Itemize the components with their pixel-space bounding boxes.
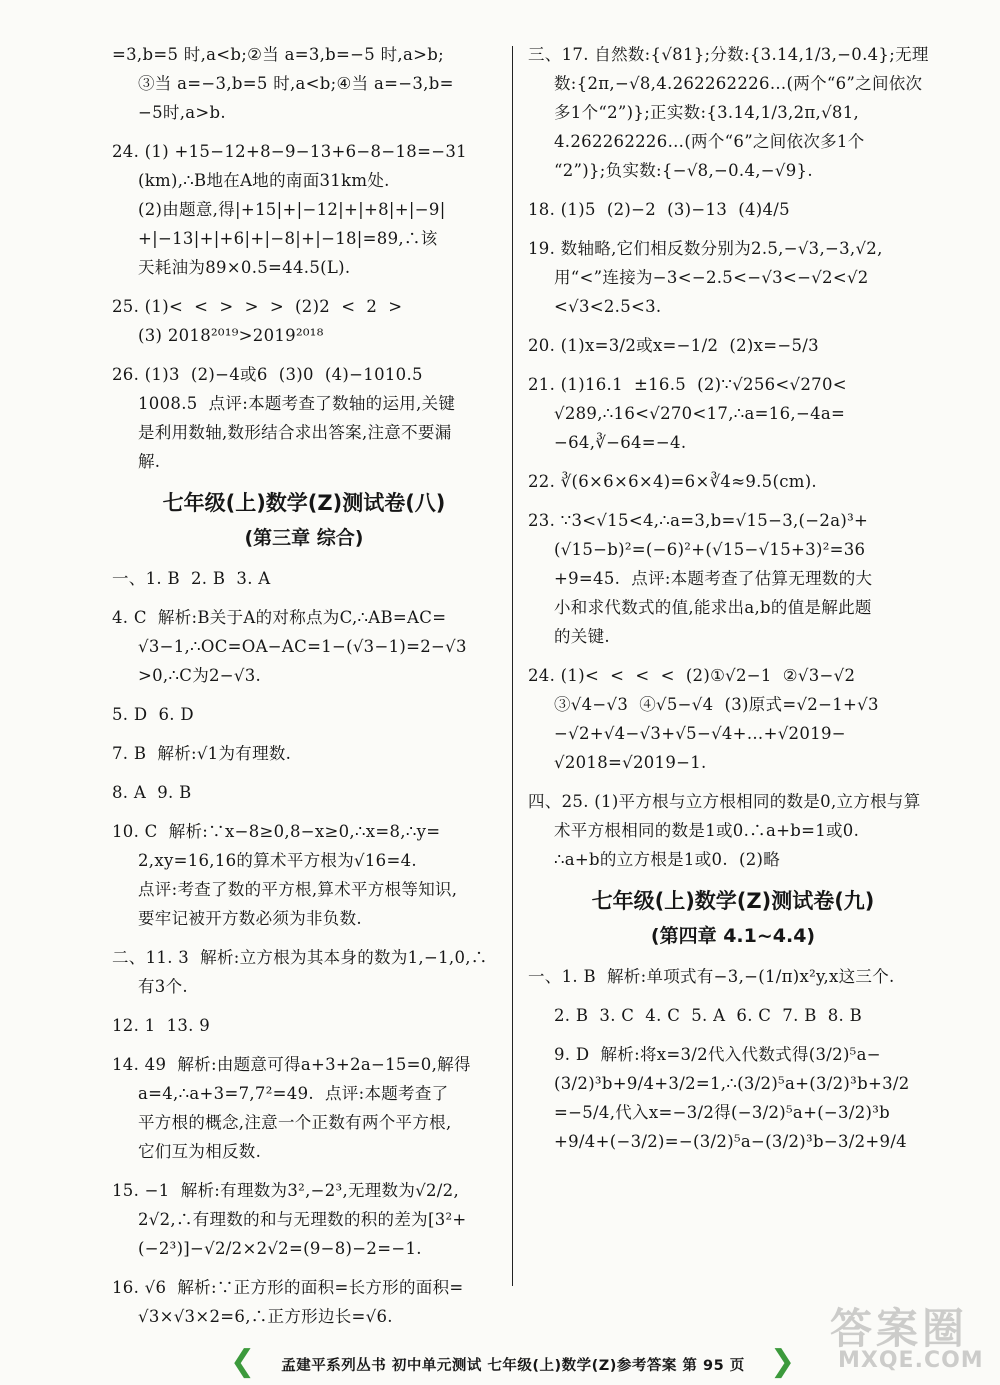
answer-q5-6	[112, 700, 496, 729]
text-line: ③√4−√3 ④√5−√4 (3)原式=√2−1+√3	[554, 695, 879, 714]
text-line: 15. −1 解析:有理数为3²,−2³,无理数为√2/2,	[112, 1181, 460, 1200]
text-line: −64,∛−64=−4.	[554, 433, 687, 452]
text-line: 四、25. (1)平方根与立方根相同的数是0,立方根与算	[528, 792, 921, 811]
answer-q24	[528, 661, 938, 777]
answer-q25	[528, 787, 938, 874]
test-subtitle-8: (第三章 综合)	[244, 527, 364, 549]
text-line: 它们互为相反数.	[138, 1142, 262, 1161]
answer-q20	[528, 331, 938, 360]
chevron-right-icon: ❯	[770, 1344, 796, 1379]
text-line: 解.	[138, 452, 161, 471]
text-line: 2. B 3. C 4. C 5. A 6. C 7. B 8. B	[554, 1006, 863, 1025]
text-line: ∴a+b的立方根是1或0. (2)略	[554, 850, 781, 869]
watermark-en: MXQE.COM	[838, 1348, 984, 1373]
text-line: 平方根的概念,注意一个正数有两个平方根,	[138, 1113, 452, 1132]
test-title-9: 七年级(上)数学(Z)测试卷(九)	[591, 889, 875, 913]
text-line: 21. (1)16.1 ±16.5 (2)∵√256<√270<	[528, 375, 847, 394]
text-line: 三、17. 自然数:{√81};分数:{3.14,1/3,−0.4};无理	[528, 45, 929, 64]
column-divider	[512, 46, 513, 1286]
answer-q11	[112, 943, 496, 1001]
answer-q1	[528, 962, 938, 991]
text-line: 2√2,∴有理数的和与无理数的积的差为[3²+	[138, 1210, 467, 1229]
text-line: +|−13|+|+6|+|−8|+|−18|=89,∴该	[138, 229, 438, 248]
text-line: 点评:考查了数的平方根,算术平方根等知识,	[138, 880, 458, 899]
text-line: >0,∴C为2−√3.	[138, 666, 262, 685]
text-line: √289,∴16<√270<17,∴a=16,−4a=	[554, 404, 846, 423]
answer-q18	[528, 195, 938, 224]
text-line: 的关键.	[554, 627, 610, 646]
text-line: 一、1. B 2. B 3. A	[112, 569, 271, 588]
text-line: 2,xy=16,16的算术平方根为√16=4.	[138, 851, 417, 870]
text-line: 24. (1)< < < < (2)①√2−1 ②√3−√2	[528, 666, 856, 685]
text-line: 是利用数轴,数形结合求出答案,注意不要漏	[138, 423, 452, 442]
answer-q26	[112, 360, 496, 476]
text-line: (km),∴B地在A地的南面31km处.	[138, 171, 390, 190]
watermark-cn: 答案圈	[830, 1304, 969, 1353]
text-line: 14. 49 解析:由题意可得a+3+2a−15=0,解得	[112, 1055, 471, 1074]
text-line: √3×√3×2=6,∴正方形边长=√6.	[138, 1307, 393, 1326]
answer-q22	[528, 467, 938, 496]
answer-q16	[112, 1273, 496, 1331]
answer-q4	[112, 603, 496, 690]
answer-q25	[112, 292, 496, 350]
text-line: 1008.5 点评:本题考查了数轴的运用,关键	[138, 394, 456, 413]
chevron-left-icon: ❮	[230, 1344, 256, 1379]
text-line: 术平方根相同的数是1或0.∴a+b=1或0.	[554, 821, 860, 840]
text-line: 4. C 解析:B关于A的对称点为C,∴AB=AC=	[112, 608, 447, 627]
answer-q24	[112, 137, 496, 282]
answer-q7	[112, 739, 496, 768]
text-line: =−5/4,代入x=−3/2得(−3/2)⁵a+(−3/2)³b	[554, 1103, 891, 1122]
text-line: 26. (1)3 (2)−4或6 (3)0 (4)−1010.5	[112, 365, 423, 384]
answer-q9	[528, 1040, 938, 1156]
text-line: 用“<”连接为−3<−2.5<−√3<−√2<√2	[554, 268, 869, 287]
text-line: 19. 数轴略,它们相反数分别为2.5,−√3,−3,√2,	[528, 239, 883, 258]
text-line: (2)由题意,得|+15|+|−12|+|+8|+|−9|	[138, 200, 446, 219]
text-line: 10. C 解析:∵x−8≥0,8−x≥0,∴x=8,∴y=	[112, 822, 441, 841]
text-line: 8. A 9. B	[112, 783, 192, 802]
text-line: 20. (1)x=3/2或x=−1/2 (2)x=−5/3	[528, 336, 819, 355]
answer-q10	[112, 817, 496, 933]
test-title-8: 七年级(上)数学(Z)测试卷(八)	[162, 491, 446, 515]
text-line: 要牢记被开方数必须为非负数.	[138, 909, 362, 928]
text-line: (3) 2018²⁰¹⁹>2019²⁰¹⁸	[138, 326, 324, 345]
text-line: 二、11. 3 解析:立方根为其本身的数为1,−1,0,∴	[112, 948, 488, 967]
text-line: <√3<2.5<3.	[554, 297, 662, 316]
answer-q21	[528, 370, 938, 457]
answer-q17	[528, 40, 938, 185]
text-line: (−2³)]−√2/2×2√2=(9−8)−2=−1.	[138, 1239, 422, 1258]
text-line: 小和求代数式的值,能求出a,b的值是解此题	[554, 598, 872, 617]
text-line: “2”)};负实数:{−√8,−0.4,−√9}.	[554, 161, 813, 180]
answer-q8-9	[112, 778, 496, 807]
text-line: 25. (1)< < > > > (2)2 < 2 >	[112, 297, 403, 316]
text-line: 7. B 解析:√1为有理数.	[112, 744, 292, 763]
answer-q23	[528, 506, 938, 651]
text-line: +9/4+(−3/2)=−(3/2)⁵a−(3/2)³b−3/2+9/4	[554, 1132, 907, 1151]
text-line: a=4,∴a+3=7,7²=49. 点评:本题考查了	[138, 1084, 449, 1103]
text-line: √2018=√2019−1.	[554, 753, 707, 772]
text-line: 16. √6 解析:∵正方形的面积=长方形的面积=	[112, 1278, 464, 1297]
answer-q1-3	[112, 564, 496, 593]
answer-q12-13	[112, 1011, 496, 1040]
text-line: −5时,a>b.	[138, 103, 226, 122]
text-line: 23. ∵3<√15<4,∴a=3,b=√15−3,(−2a)³+	[528, 511, 869, 530]
text-line: =3,b=5 时,a<b;②当 a=3,b=−5 时,a>b;	[112, 45, 444, 64]
text-line: √3−1,∴OC=OA−AC=1−(√3−1)=2−√3	[138, 637, 467, 656]
text-line: 5. D 6. D	[112, 705, 194, 724]
text-line: 多1个“2”)};正实数:{3.14,1/3,2π,√81,	[554, 103, 860, 122]
text-line: 24. (1) +15−12+8−9−13+6−8−18=−31	[112, 142, 467, 161]
text-line: +9=45. 点评:本题考查了估算无理数的大	[554, 569, 873, 588]
text-line: (3/2)³b+9/4+3/2=1,∴(3/2)⁵a+(3/2)³b+3/2	[554, 1074, 910, 1093]
text-line: −√2+√4−√3+√5−√4+…+√2019−	[554, 724, 846, 743]
text-line: ③当 a=−3,b=5 时,a<b;④当 a=−3,b=	[138, 74, 454, 93]
text-line: 22. ∛(6×6×6×4)=6×∛4≈9.5(cm).	[528, 472, 817, 491]
text-line: 数:{2π,−√8,4.262262226…(两个“6”之间依次	[554, 74, 923, 93]
test-subtitle-9: (第四章 4.1~4.4)	[650, 925, 816, 947]
text-line: 一、1. B 解析:单项式有−3,−(1/π)x²y,x这三个.	[528, 967, 895, 986]
text-line: (√15−b)²=(−6)²+(√15−√15+3)²=36	[554, 540, 866, 559]
text-line: 12. 1 13. 9	[112, 1016, 211, 1035]
answer-q2-8	[528, 1001, 938, 1030]
right-column	[528, 40, 938, 1166]
text-line: 18. (1)5 (2)−2 (3)−13 (4)4/5	[528, 200, 790, 219]
text-line: 天耗油为89×0.5=44.5(L).	[138, 258, 351, 277]
watermark	[820, 1296, 990, 1376]
text-line: 4.262262226…(两个“6”之间依次多1个	[554, 132, 865, 151]
left-column	[112, 40, 496, 1341]
answer-q15	[112, 1176, 496, 1263]
text-line: 有3个.	[138, 977, 188, 996]
answer-q14	[112, 1050, 496, 1166]
answer-q23-continued	[112, 40, 496, 127]
footer-text: 孟建平系列丛书 初中单元测试 七年级(上)数学(Z)参考答案 第 95 页	[281, 1358, 745, 1374]
text-line: 9. D 解析:将x=3/2代入代数式得(3/2)⁵a−	[554, 1045, 881, 1064]
answer-q19	[528, 234, 938, 321]
